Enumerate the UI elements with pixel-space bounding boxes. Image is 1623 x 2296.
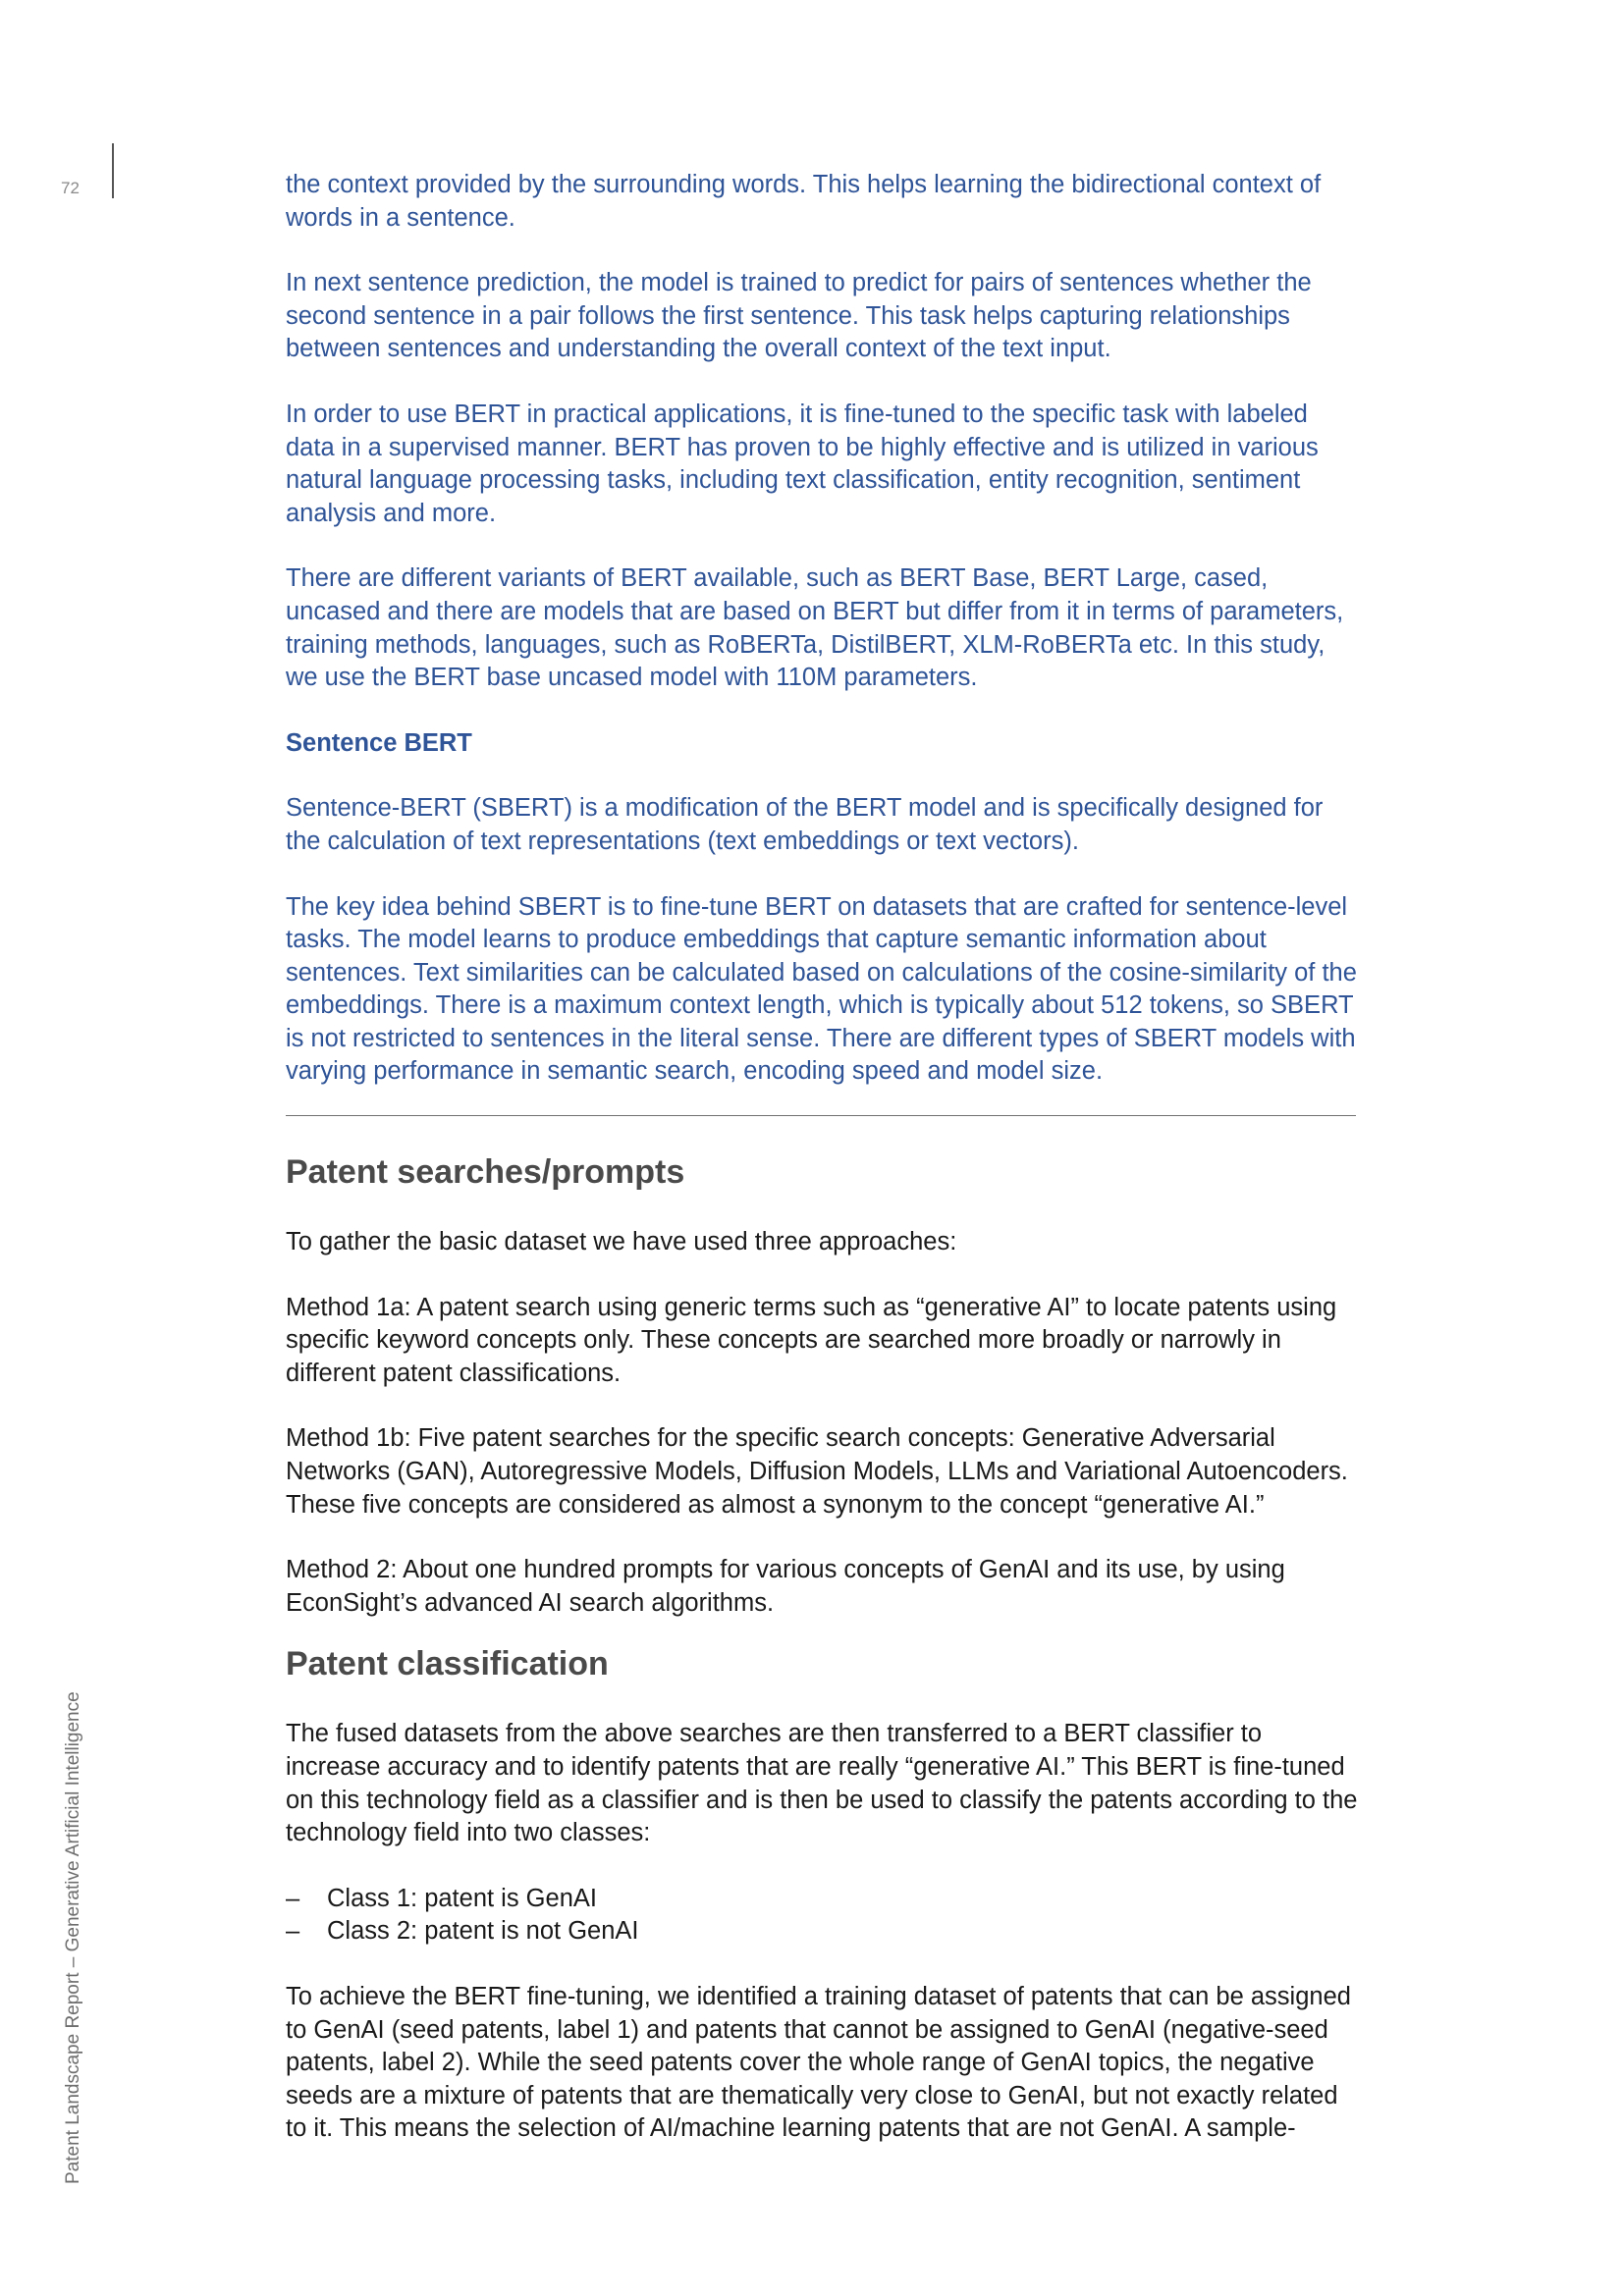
paragraph: To achieve the BERT fine-tuning, we identified a training dataset of patents that can be assigned to GenAI (seed patents, label 1) and patents that cannot be assigned to GenAI (negative-seed patents, label 2). While the seed patents cover the whole range of GenAI topics, the negative seeds are a mixture of patents that are thematically very close to GenAI, but not exactly related to it. This means the selection of AI/machine learning patents that are not GenAI. A sample-: [286, 1982, 1351, 2143]
paragraph: In order to use BERT in practical applications, it is fine-tuned to the specific task with labeled data in a supervised manner. BERT has proven to be highly effective and is utilized in various natural language processing tasks, including text classification, entity recognition, sentiment analysis and more.: [286, 400, 1319, 527]
paragraph: Method 1a: A patent search using generic terms such as “generative AI” to locate patents using specific keyword concepts only. These concepts are searched more broadly or narrowly in different patent classifications.: [286, 1293, 1337, 1387]
paragraph: Method 1b: Five patent searches for the specific search concepts: Generative Adversarial Networks (GAN), Autoregressive Models, Diffusion Models, LLMs and Variational Autoencoders. These five concepts are considered as almost a synonym to the concept “generative AI.”: [286, 1424, 1348, 1519]
subheading-sentence-bert: Sentence BERT: [286, 728, 472, 757]
list-item: – Class 1: patent is GenAI: [286, 1883, 1361, 1916]
heading-patent-classification: Patent classification: [286, 1645, 609, 1683]
class-list: [286, 1883, 1361, 1949]
main-content: [286, 169, 1361, 2146]
paragraph: In next sentence prediction, the model is trained to predict for pairs of sentences whether the second sentence in a pair follows the first sentence. This task helps capturing relationships between sentences and understanding the overall context of the text input.: [286, 269, 1312, 363]
heading-patent-searches: Patent searches/prompts: [286, 1153, 685, 1192]
bert-section: [286, 169, 1361, 1089]
page-number-rule: [112, 143, 114, 198]
paragraph: Method 2: About one hundred prompts for various concepts of GenAI and its use, by using EconSight’s advanced AI search algorithms.: [286, 1556, 1285, 1617]
page-number: 72: [61, 179, 80, 197]
paragraph: The key idea behind SBERT is to fine-tune BERT on datasets that are crafted for sentence-level tasks. The model learns to produce embeddings that capture semantic information about sentences. Text similarities can be calculated based on calculations of the cosine-similarity of the embeddings. There is a maximum context length, which is typically about 512 tokens, so SBERT is not restricted to sentences in the literal sense. There are different types of SBERT models with varying performance in semantic search, encoding speed and model size.: [286, 892, 1357, 1086]
list-item: – Class 2: patent is not GenAI: [286, 1915, 1361, 1949]
paragraph: There are different variants of BERT available, such as BERT Base, BERT Large, cased, uncased and there are models that are based on BERT but differ from it in terms of parameters, training methods, languages, such as RoBERTa, DistilBERT, XLM-RoBERTa etc. In this study, we use the BERT base uncased model with 110M parameters.: [286, 564, 1344, 692]
report-side-title: Patent Landscape Report – Generative Artificial Intelligence: [63, 1691, 83, 2184]
paragraph: Sentence-BERT (SBERT) is a modification of the BERT model and is specifically designed for the calculation of text representations (text embeddings or text vectors).: [286, 794, 1324, 855]
section-divider: [286, 1115, 1356, 1116]
paragraph: To gather the basic dataset we have used three approaches:: [286, 1228, 957, 1256]
paragraph: the context provided by the surrounding words. This helps learning the bidirectional context of words in a sentence.: [286, 171, 1322, 232]
paragraph: The fused datasets from the above searches are then transferred to a BERT classifier to increase accuracy and to identify patents that are really “generative AI.” This BERT is fine-tuned on this technology field as a classifier and is then be used to classify the patents according to the technology field into two classes:: [286, 1720, 1358, 1847]
